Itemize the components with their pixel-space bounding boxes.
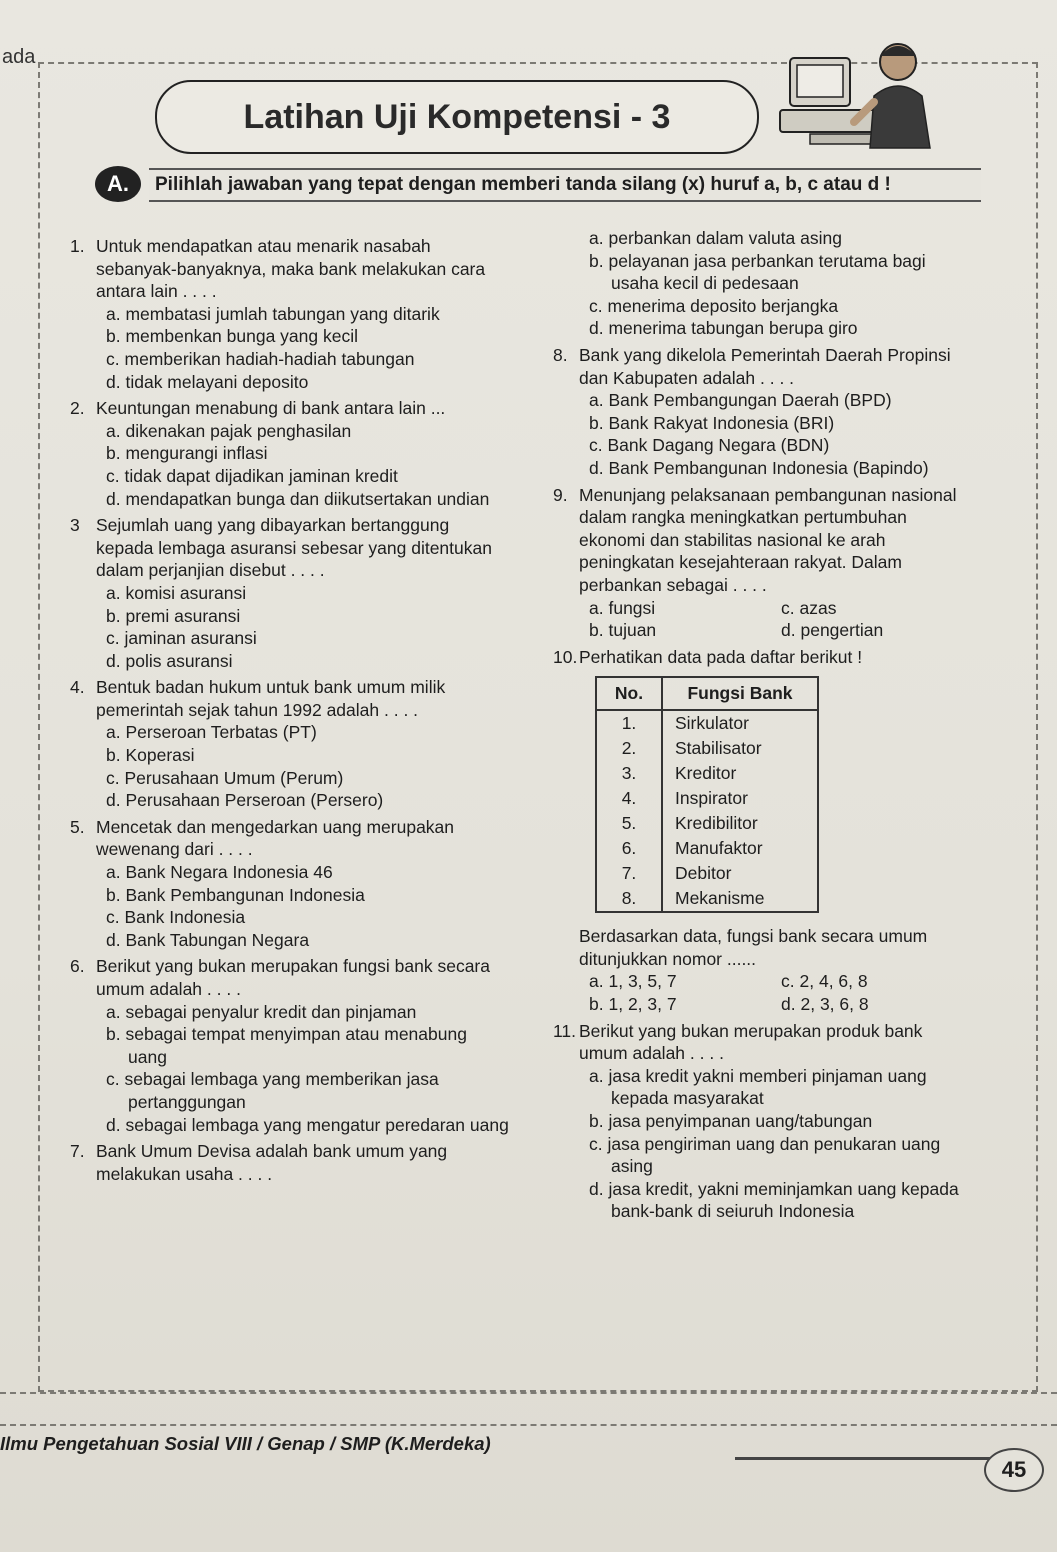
option-text: tujuan xyxy=(608,620,657,641)
option-letter: c. xyxy=(781,971,795,992)
question-number: 7. xyxy=(70,1141,85,1162)
option-letter: b. xyxy=(106,745,121,766)
option-text: pelayanan jasa perbankan terutama bagi usaha kecil di pedesaan xyxy=(608,250,926,294)
question-7 xyxy=(70,1140,510,1185)
option-letter: c. xyxy=(106,628,120,649)
option-text: fungsi xyxy=(608,597,656,618)
option-text: Perusahaan Umum (Perum) xyxy=(124,767,344,788)
option-letter: c. xyxy=(589,1133,603,1154)
option-letter: a. xyxy=(106,722,121,743)
option-text: Bank Dagang Negara (BDN) xyxy=(607,435,830,456)
option-text: jasa penyimpanan uang/tabungan xyxy=(608,1111,873,1132)
footer-divider xyxy=(0,1392,1057,1426)
question-4 xyxy=(70,676,510,812)
option-letter: a. xyxy=(589,597,604,618)
question-number: 6. xyxy=(70,956,85,977)
option-letter: c. xyxy=(106,465,120,486)
question-text: Menunjang pelaksanaan pembangunan nasional dalam rangka meningkatkan pertumbuhan ekonomi dan stabilitas nasional ke arah peningkatan kesejahteraan rakyat. Dalam perbankan sebagai . . . . xyxy=(579,484,957,595)
option-text: sebagai lembaga yang mengatur peredaran uang xyxy=(125,1114,509,1135)
option-text: jasa kredit yakni memberi pinjaman uang kepada masyarakat xyxy=(608,1065,927,1109)
option-d[interactable] xyxy=(106,1114,510,1137)
table-cell: Sirkulator xyxy=(675,713,749,734)
option-text: jasa pengiriman uang dan penukaran uang asing xyxy=(607,1133,941,1177)
option-letter: a. xyxy=(589,228,604,248)
option-letter: d. xyxy=(106,790,121,811)
table-cell: Manufaktor xyxy=(675,838,763,859)
option-a[interactable] xyxy=(106,582,510,605)
option-letter: b. xyxy=(106,326,121,347)
question-1 xyxy=(70,235,510,393)
section-badge: A. xyxy=(95,166,141,202)
table-cell: Kredibilitor xyxy=(675,813,758,834)
option-c[interactable] xyxy=(589,1133,973,1178)
option-text: komisi asuransi xyxy=(125,582,247,603)
question-text: Berdasarkan data, fungsi bank secara umum ditunjukkan nomor ...... xyxy=(579,926,928,969)
question-number: 9. xyxy=(553,484,568,505)
option-letter: d. xyxy=(106,1114,121,1135)
option-text: mendapatkan bunga dan diikutsertakan undian xyxy=(125,488,490,509)
question-number: 10. xyxy=(553,646,578,667)
option-b[interactable] xyxy=(589,1110,973,1133)
option-letter: d. xyxy=(589,1178,604,1199)
option-letter: a. xyxy=(106,862,121,883)
option-text: tidak melayani deposito xyxy=(125,371,309,392)
question-8 xyxy=(553,344,973,480)
corner-text: ada xyxy=(2,46,36,68)
option-letter: a. xyxy=(106,1001,121,1022)
option-letter: b. xyxy=(589,1111,604,1132)
option-letter: a. xyxy=(589,971,604,992)
option-row xyxy=(589,993,973,1016)
option-a[interactable] xyxy=(589,970,781,993)
option-letter: a. xyxy=(589,390,604,411)
option-letter: d. xyxy=(106,929,121,950)
option-text: premi asuransi xyxy=(125,605,241,626)
option-a[interactable] xyxy=(106,303,510,326)
question-number: 11. xyxy=(553,1020,577,1041)
option-text: menerima deposito berjangka xyxy=(607,295,839,316)
option-letter: d. xyxy=(781,994,796,1015)
option-text: sebagai tempat menyimpan atau menabung uang xyxy=(125,1024,467,1067)
option-letter: b. xyxy=(106,443,121,464)
question-number: 5. xyxy=(70,816,85,837)
question-10 xyxy=(553,646,973,1016)
option-letter: b. xyxy=(106,884,121,905)
option-text: sebagai penyalur kredit dan pinjaman xyxy=(125,1001,417,1022)
option-b[interactable] xyxy=(589,250,973,295)
table-cell: 8. xyxy=(596,886,662,912)
table-cell: 6. xyxy=(596,836,662,861)
option-letter: d. xyxy=(589,318,604,339)
table-header-no: No. xyxy=(596,677,662,710)
section-header xyxy=(95,164,985,204)
table-row xyxy=(596,736,818,761)
question-text: Keuntungan menabung di bank antara lain ... xyxy=(96,398,446,419)
question-6 xyxy=(70,955,510,1136)
question-5 xyxy=(70,816,510,952)
option-d[interactable] xyxy=(589,317,973,340)
option-text: jasa kredit, yakni meminjamkan uang kepada bank-bank di seiuruh Indonesia xyxy=(608,1178,959,1222)
question-text: Berikut yang bukan merupakan fungsi bank secara umum adalah . . . . xyxy=(96,956,490,999)
option-letter: b. xyxy=(106,605,121,626)
table-row xyxy=(596,811,818,836)
table-row xyxy=(596,710,818,736)
option-text: Bank Rakyat Indonesia (BRI) xyxy=(608,412,835,433)
option-letter: b. xyxy=(589,250,604,271)
question-text: Mencetak dan mengedarkan uang merupakan wewenang dari . . . . xyxy=(96,816,455,860)
option-text: mengurangi inflasi xyxy=(125,443,268,464)
option-d[interactable] xyxy=(781,619,973,642)
question-7-options xyxy=(553,227,973,340)
option-text: tidak dapat dijadikan jaminan kredit xyxy=(124,465,398,486)
option-c[interactable] xyxy=(106,767,510,790)
option-letter: c. xyxy=(106,348,120,369)
table-cell: 7. xyxy=(596,861,662,886)
option-row xyxy=(589,970,973,993)
table-cell: 3. xyxy=(596,761,662,786)
table-row xyxy=(596,786,818,811)
option-letter: d. xyxy=(106,371,121,392)
option-b[interactable] xyxy=(106,605,510,628)
option-text: polis asuransi xyxy=(125,650,233,671)
option-d[interactable] xyxy=(106,789,510,812)
option-text: 1, 3, 5, 7 xyxy=(608,971,677,992)
option-b[interactable] xyxy=(106,325,510,348)
option-a[interactable] xyxy=(106,1001,510,1024)
option-b[interactable] xyxy=(589,412,973,435)
option-text: Bank Negara Indonesia 46 xyxy=(125,862,333,883)
option-letter: c. xyxy=(589,295,603,316)
option-d[interactable] xyxy=(106,488,510,511)
question-number: 3 xyxy=(70,515,80,536)
option-d[interactable] xyxy=(106,650,510,673)
option-letter: d. xyxy=(106,650,121,671)
question-number: 4. xyxy=(70,677,85,698)
option-text: azas xyxy=(799,597,837,618)
page-title: Latihan Uji Kompetensi - 3 xyxy=(155,80,759,154)
option-text: membatasi jumlah tabungan yang ditarik xyxy=(125,303,440,324)
table-cell: Inspirator xyxy=(675,788,748,809)
question-text: Bentuk badan hukum untuk bank umum milik pemerintah sejak tahun 1992 adalah . . . . xyxy=(96,677,446,720)
right-column xyxy=(553,227,973,1227)
option-c[interactable] xyxy=(589,434,973,457)
option-text: 1, 2, 3, 7 xyxy=(608,994,677,1015)
option-text: Koperasi xyxy=(125,745,195,766)
option-c[interactable] xyxy=(781,597,973,620)
table-cell: Debitor xyxy=(675,863,732,884)
option-a[interactable] xyxy=(106,420,510,443)
question-text: Bank Umum Devisa adalah bank umum yang melakukan usaha . . . . xyxy=(96,1141,448,1184)
student-computer-illustration-icon xyxy=(770,36,950,151)
option-letter: c. xyxy=(106,1069,120,1090)
option-a[interactable] xyxy=(589,227,973,250)
option-a[interactable] xyxy=(589,389,973,412)
option-c[interactable] xyxy=(781,970,973,993)
option-text: memberikan hadiah-hadiah tabungan xyxy=(124,348,415,369)
question-number: 8. xyxy=(553,344,568,365)
option-letter: a. xyxy=(589,1065,604,1086)
option-b[interactable] xyxy=(106,1023,510,1068)
option-c[interactable] xyxy=(106,906,510,929)
option-letter: b. xyxy=(106,1024,121,1045)
table-row xyxy=(596,886,818,912)
option-c[interactable] xyxy=(106,1068,510,1113)
option-text: Bank Pembangunan Indonesia (Bapindo) xyxy=(608,457,929,478)
option-b[interactable] xyxy=(106,442,510,465)
option-letter: c. xyxy=(781,597,795,618)
option-letter: a. xyxy=(106,303,121,324)
option-row xyxy=(589,597,973,620)
option-text: 2, 4, 6, 8 xyxy=(799,971,868,992)
table-cell: Stabilisator xyxy=(675,738,762,759)
left-column xyxy=(70,235,510,1189)
option-letter: b. xyxy=(589,620,604,641)
option-text: sebagai lembaga yang memberikan jasa pertanggungan xyxy=(124,1069,439,1112)
question-number: 2. xyxy=(70,398,85,419)
option-d[interactable] xyxy=(589,457,973,480)
question-text: Bank yang dikelola Pemerintah Daerah Propinsi dan Kabupaten adalah . . . . xyxy=(579,344,951,388)
option-d[interactable] xyxy=(106,929,510,952)
question-9 xyxy=(553,484,973,642)
option-letter: a. xyxy=(106,420,121,441)
table-header-fungsi: Fungsi Bank xyxy=(662,677,818,710)
option-text: dikenakan pajak penghasilan xyxy=(125,420,352,441)
option-text: Bank Pembangungan Daerah (BPD) xyxy=(608,390,892,411)
table-row xyxy=(596,761,818,786)
option-b[interactable] xyxy=(589,619,781,642)
option-a[interactable] xyxy=(589,1065,973,1110)
footer-text: Ilmu Pengetahuan Sosial VIII / Genap / SMP (K.Merdeka) xyxy=(0,1433,491,1454)
option-c[interactable] xyxy=(106,348,510,371)
option-letter: d. xyxy=(106,488,121,509)
option-letter: c. xyxy=(589,435,603,456)
fungsi-bank-table xyxy=(595,676,819,913)
table-row xyxy=(596,836,818,861)
option-text: membenkan bunga yang kecil xyxy=(125,326,358,347)
question-number: 1. xyxy=(70,236,85,256)
question-3 xyxy=(70,514,510,672)
option-text: jaminan asuransi xyxy=(124,628,257,649)
section-instruction: Pilihlah jawaban yang tepat dengan memberi tanda silang (x) huruf a, b, c atau d ! xyxy=(149,168,981,202)
option-letter: c. xyxy=(106,907,120,928)
option-letter: c. xyxy=(106,767,120,788)
option-a[interactable] xyxy=(589,597,781,620)
option-c[interactable] xyxy=(106,465,510,488)
table-cell: Kreditor xyxy=(675,763,737,784)
table-cell: 2. xyxy=(596,736,662,761)
option-c[interactable] xyxy=(106,627,510,650)
question-2 xyxy=(70,397,510,510)
option-letter: b. xyxy=(589,994,604,1015)
option-text: 2, 3, 6, 8 xyxy=(800,994,869,1015)
option-b[interactable] xyxy=(106,744,510,767)
question-text: Perhatikan data pada daftar berikut ! xyxy=(579,646,863,667)
option-a[interactable] xyxy=(106,721,510,744)
question-text: Berikut yang bukan merupakan produk bank umum adalah . . . . xyxy=(579,1020,923,1064)
option-text: Perusahaan Perseroan (Persero) xyxy=(125,790,384,811)
option-letter: b. xyxy=(589,412,604,433)
question-11 xyxy=(553,1020,973,1223)
option-text: Perseroan Terbatas (PT) xyxy=(125,722,317,743)
option-letter: a. xyxy=(106,582,121,603)
option-text: menerima tabungan berupa giro xyxy=(608,318,858,339)
page-number: 45 xyxy=(984,1448,1044,1492)
option-text: Bank Pembangunan Indonesia xyxy=(125,884,365,905)
option-d[interactable] xyxy=(781,993,973,1016)
option-letter: d. xyxy=(781,620,796,641)
option-letter: d. xyxy=(589,457,604,478)
table-cell: 1. xyxy=(596,710,662,736)
option-text: Bank Indonesia xyxy=(124,907,246,928)
option-b[interactable] xyxy=(106,884,510,907)
option-row xyxy=(589,619,973,642)
question-text: Untuk mendapatkan atau menarik nasabah sebanyak-banyaknya, maka bank melakukan cara antara lain . . . . xyxy=(96,236,486,302)
option-text: pengertian xyxy=(800,620,884,641)
option-a[interactable] xyxy=(106,861,510,884)
option-text: perbankan dalam valuta asing xyxy=(608,228,842,248)
question-text: Sejumlah uang yang dibayarkan bertanggung kepada lembaga asuransi sebesar yang ditentukan dalam perjanjian disebut . . . . xyxy=(96,515,492,581)
table-cell: 4. xyxy=(596,786,662,811)
option-b[interactable] xyxy=(589,993,781,1016)
option-d[interactable] xyxy=(589,1178,973,1223)
table-cell: 5. xyxy=(596,811,662,836)
table-row xyxy=(596,861,818,886)
option-text: Bank Tabungan Negara xyxy=(125,929,310,950)
table-cell: Mekanisme xyxy=(675,888,765,909)
option-d[interactable] xyxy=(106,371,510,394)
option-c[interactable] xyxy=(589,295,973,318)
